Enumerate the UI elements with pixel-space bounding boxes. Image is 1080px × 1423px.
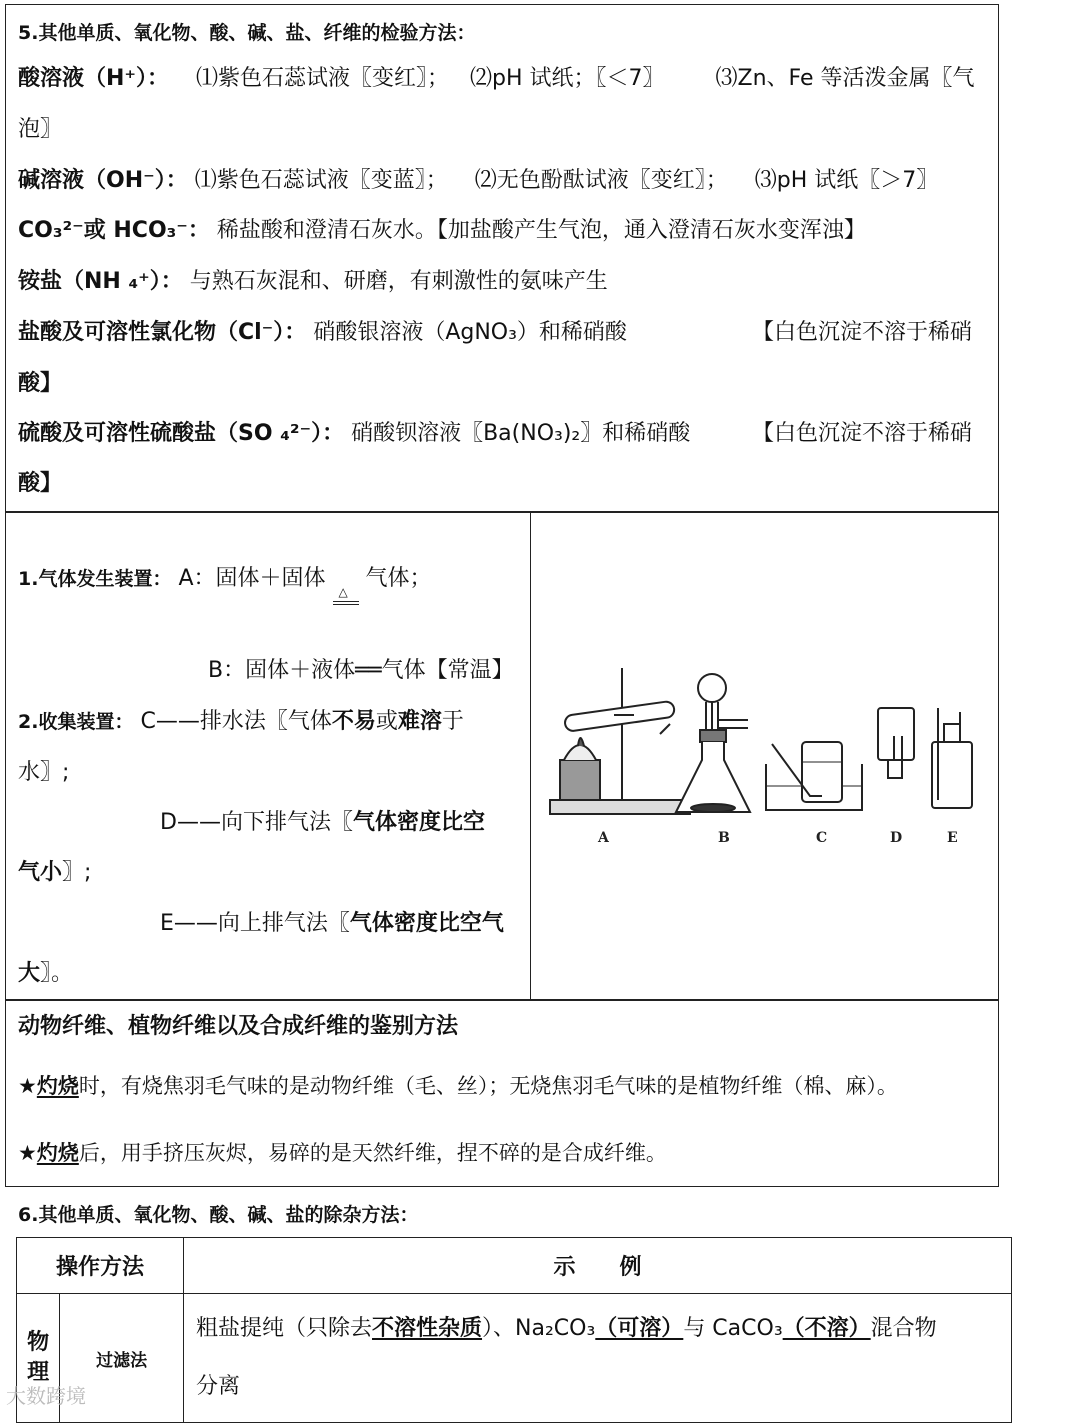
acid-method-2: ⑵pH 试纸；〖＜7〗 [470, 66, 665, 91]
col-c-cont: 水〗; [18, 760, 70, 785]
section6-title: 6.其他单质、氧化物、酸、碱、盐的除杂方法： [18, 1204, 419, 1226]
sulfate-cont: 酸】 [18, 471, 63, 496]
chloride-result: 【白色沉淀不溶于稀硝 [752, 320, 973, 345]
example-bold-1: 不溶性杂质 [372, 1316, 483, 1341]
chloride-cont: 酸】 [18, 371, 63, 396]
ammonium-row [18, 267, 608, 297]
sulfate-result: 【白色沉淀不溶于稀硝 [752, 421, 973, 446]
gen-row-b: B：固体＋液体══气体【常温】 [208, 658, 514, 683]
sulfate-row [18, 419, 690, 449]
label-e: E [947, 830, 958, 846]
gen-a-suffix: 气体； [365, 566, 432, 591]
ammonium-text: 与熟石灰混和、研磨，有刺激性的氨味产生 [189, 269, 608, 294]
example-bold-3: （不溶） [782, 1316, 871, 1341]
table-row [17, 1294, 1012, 1423]
fiber-line-1 [18, 1071, 898, 1101]
base-method-2: ⑵无色酚酞试液〖变红〗； [474, 168, 728, 193]
method-cell: 过滤法 [60, 1294, 184, 1423]
label-d: D [890, 830, 903, 846]
fiber-line-2 [18, 1138, 667, 1168]
apparatus-figure [540, 660, 1000, 870]
carbonate-label: CO₃²⁻或 HCO₃⁻： [18, 218, 210, 243]
chloride-row [18, 318, 627, 348]
header-operation: 操作方法 [17, 1238, 184, 1294]
base-method-3: ⑶pH 试纸〖＞7〗 [754, 168, 939, 193]
acid-row [18, 64, 975, 94]
col-c-text-3: 于 [441, 709, 464, 734]
apparatus-a [550, 668, 690, 814]
star-icon: ★ [18, 1141, 37, 1165]
sulfate-text: 硝酸钡溶液〖Ba(NO₃)₂〗和稀硝酸 [351, 421, 691, 446]
col-c-text-1: C——排水法〖气体 [140, 709, 332, 734]
col-e-cont-row [18, 959, 73, 989]
example-text-4: 混合物 [870, 1316, 937, 1341]
example-cont: 分离 [196, 1374, 241, 1399]
purification-table [16, 1237, 1012, 1423]
chloride-text: 硝酸银溶液（AgNO₃）和稀硝酸 [313, 320, 627, 345]
col-d-bold: 气体密度比空 [352, 810, 485, 835]
col-e-cont: 〗。 [40, 961, 74, 986]
col-d-cont-row [18, 858, 91, 888]
label-b: B [718, 830, 730, 846]
example-bold-2: （可溶） [595, 1316, 684, 1341]
burn-word-1: 灼烧 [36, 1074, 79, 1098]
apparatus-c [766, 742, 862, 810]
apparatus-divider [530, 511, 531, 1001]
fiber-line-1-text: 时，有烧焦羽毛气味的是动物纤维（毛、丝）；无烧焦羽毛气味的是植物纤维（棉、麻）。 [78, 1074, 898, 1098]
acid-method-1: ⑴紫色石蕊试液〖变红〗； [196, 66, 450, 91]
label-a: A [598, 830, 609, 846]
example-text-3: 与 CaCO₃ [683, 1316, 783, 1341]
col-c-text-2: 或 [375, 709, 398, 734]
ammonium-label: 铵盐（NH ₄⁺）： [18, 269, 183, 294]
chloride-label: 盐酸及可溶性氯化物（Cl⁻）： [18, 320, 307, 345]
col-d-text: D——向下排气法〖 [160, 810, 353, 835]
col-label: 2.收集装置： [18, 711, 134, 733]
header-example: 示 例 [184, 1238, 1012, 1294]
example-text-1: 粗盐提纯（只除去 [196, 1316, 373, 1341]
label-c: C [816, 830, 828, 846]
base-row [18, 166, 938, 196]
gen-row-a [18, 564, 432, 599]
gen-a-prefix: A：固体＋固体 [178, 566, 326, 591]
carbonate-text: 稀盐酸和澄清石灰水。【加盐酸产生气泡，通入澄清石灰水变浑浊】 [216, 218, 866, 243]
category-label: 物理 [27, 1330, 50, 1385]
col-d-cont-bold: 气小 [18, 860, 63, 885]
col-row-d [160, 808, 485, 838]
col-e-cont-bold: 大 [18, 961, 41, 986]
col-c-bold-1: 不易 [331, 709, 376, 734]
col-e-text: E——向上排气法〖 [160, 911, 350, 936]
heat-triangle: △ [338, 585, 348, 599]
carbonate-row [18, 216, 866, 246]
col-d-cont: 〗; [62, 860, 92, 885]
apparatus-b [676, 674, 750, 812]
gen-label: 1.气体发生装置： [18, 568, 172, 590]
burn-word-2: 灼烧 [36, 1141, 79, 1165]
sulfate-label: 硫酸及可溶性硫酸盐（SO ₄²⁻）： [18, 421, 345, 446]
acid-method-3: ⑶Zn、Fe 等活泼金属〖气 [715, 66, 975, 91]
base-method-1: ⑴紫色石蕊试液〖变蓝〗； [194, 168, 448, 193]
example-cell [184, 1294, 1012, 1423]
col-row-c [18, 707, 464, 737]
apparatus-d [878, 708, 914, 778]
col-row-e [160, 909, 504, 939]
acid-cont: 泡〗 [18, 117, 63, 142]
section5-title: 5.其他单质、氧化物、酸、碱、盐、纤维的检验方法： [18, 22, 476, 44]
fiber-line-2-text: 后，用手挤压灰烬，易碎的是天然纤维，捏不碎的是合成纤维。 [78, 1141, 667, 1165]
fiber-title: 动物纤维、植物纤维以及合成纤维的鉴别方法 [18, 1014, 459, 1039]
example-text-2: ）、Na₂CO₃ [482, 1316, 596, 1341]
watermark: 大数跨境 [6, 1384, 86, 1408]
acid-label: 酸溶液（H⁺）： [18, 66, 170, 91]
col-c-bold-2: 难溶 [397, 709, 442, 734]
table-header-row [17, 1238, 1012, 1294]
apparatus-e [932, 708, 972, 808]
col-e-bold: 气体密度比空气 [349, 911, 504, 936]
star-icon: ★ [18, 1074, 37, 1098]
base-label: 碱溶液（OH⁻）： [18, 168, 188, 193]
